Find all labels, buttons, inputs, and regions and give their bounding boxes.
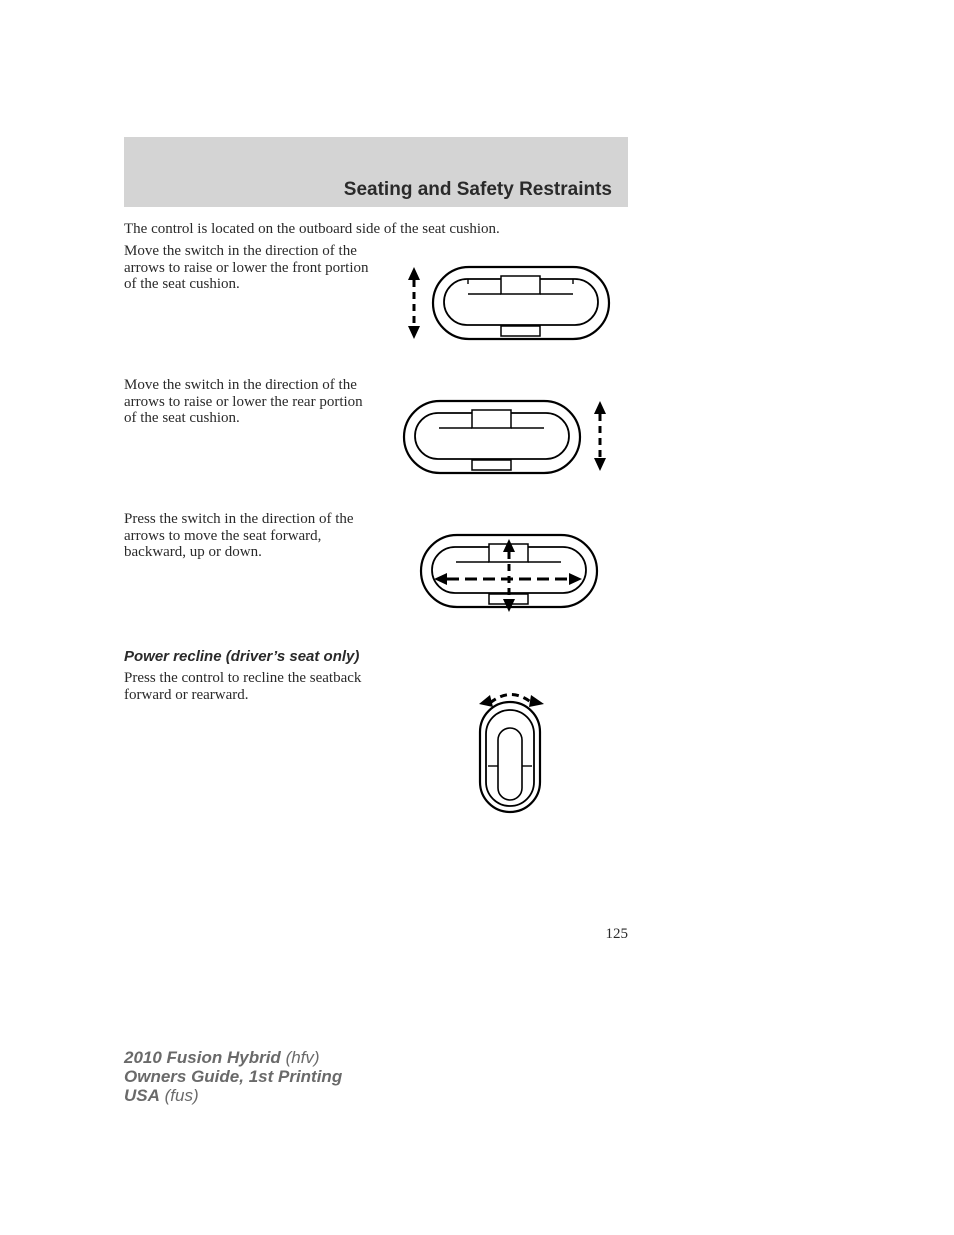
section-title: Seating and Safety Restraints — [343, 179, 612, 200]
four-way-seat-switch-illustration — [418, 532, 602, 614]
footer-line-1: 2010 Fusion Hybrid (hfv) — [124, 1048, 320, 1067]
intro-paragraph: The control is located on the outboard side of the seat cushion. — [124, 221, 500, 237]
footer-line-2: Owners Guide, 1st Printing — [124, 1067, 343, 1086]
page-number: 125 — [605, 926, 628, 942]
seat-move-paragraph: Press the switch in the direction of the arrows to move the seat forward, backward, up or down. — [124, 511, 354, 561]
power-recline-paragraph: Press the control to recline the seatback forward or rearward. — [124, 670, 362, 703]
front-cushion-switch-illustration — [400, 262, 614, 344]
front-cushion-paragraph: Move the switch in the direction of the arrows to raise or lower the front portion of the seat cushion. — [124, 243, 369, 293]
document-footer — [124, 1048, 342, 1105]
power-recline-heading: Power recline (driver’s seat only) — [124, 648, 360, 665]
rear-cushion-paragraph: Move the switch in the direction of the arrows to raise or lower the rear portion of the seat cushion. — [124, 377, 363, 427]
rear-cushion-switch-illustration — [402, 398, 614, 476]
footer-line-3: USA (fus) — [124, 1086, 199, 1105]
section-header-band — [124, 137, 628, 207]
recline-control-illustration — [470, 682, 552, 816]
